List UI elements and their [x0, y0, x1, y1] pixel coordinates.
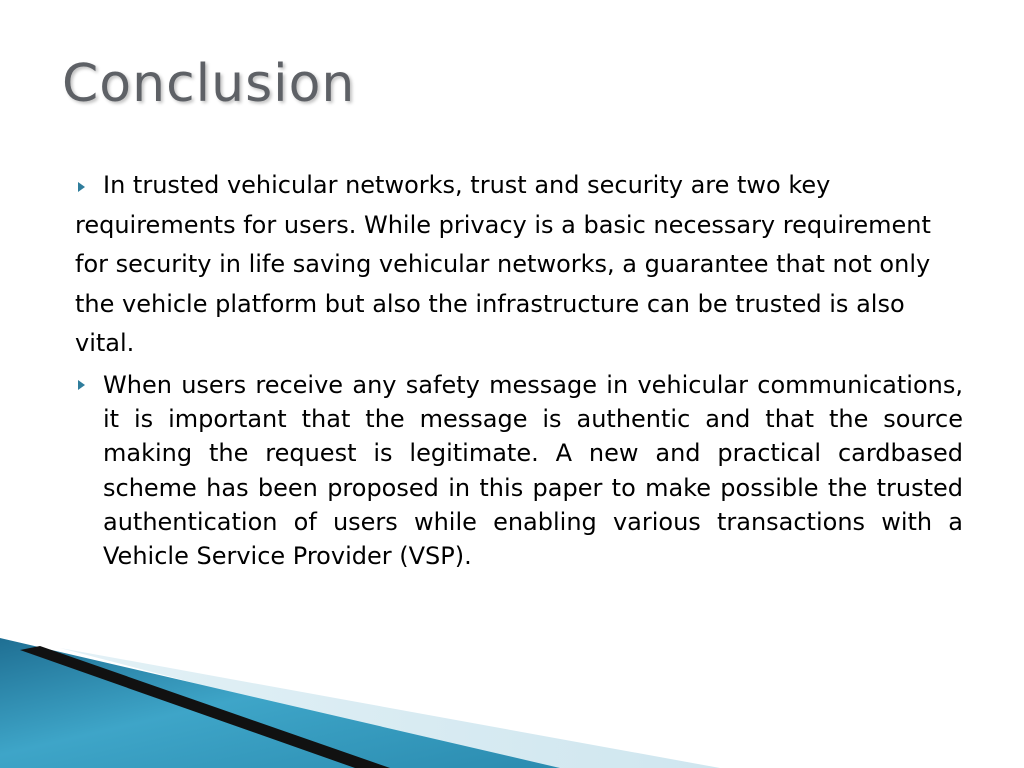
decorative-footer-wave [0, 628, 1024, 768]
bullet-arrow-icon [78, 380, 85, 390]
bullet-text-1: In trusted vehicular networks, trust and security are two key requirements for users. While privacy is a basic necessary requirement for security in life saving vehicular networks, a guarantee that not only the vehicle platform but also the infrastructure can be trusted is also vital. [75, 171, 931, 358]
teal-stripe [0, 638, 560, 768]
bullet-text-2: When users receive any safety message in vehicular communications, it is important that the message is authentic and that the source making the request is legitimate. A new and practical cardbased scheme has been proposed in this paper to make possible the trusted authentication of users while enabling various transactions with a Vehicle Service Provider (VSP). [103, 371, 963, 571]
slide-title: Conclusion [62, 54, 356, 114]
